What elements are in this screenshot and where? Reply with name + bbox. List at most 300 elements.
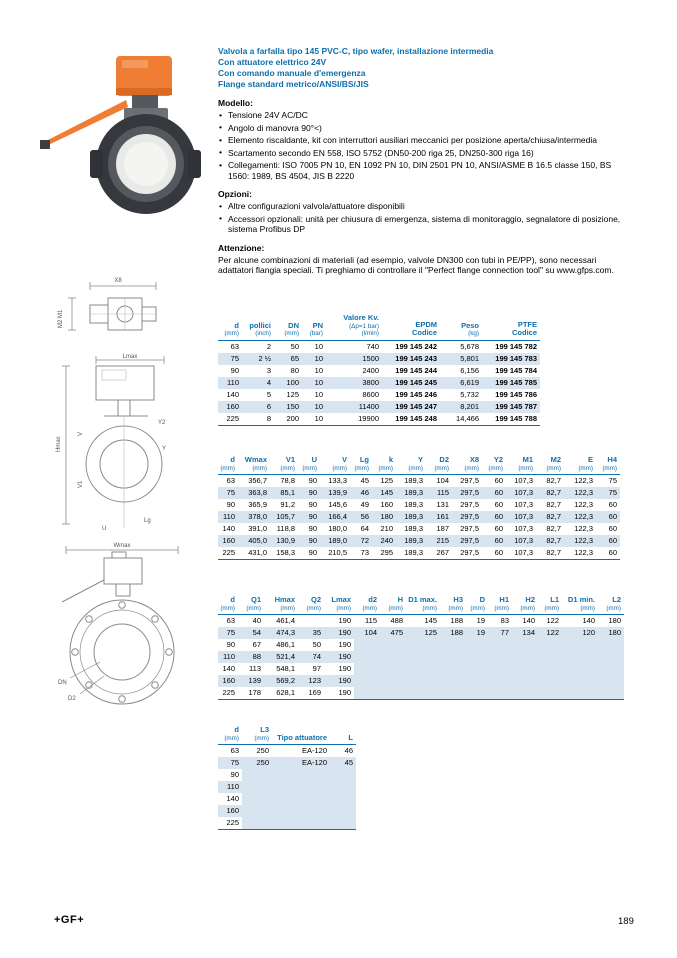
column-header: d (mm): [218, 596, 238, 615]
table-cell: 190: [324, 675, 354, 687]
table-row: [218, 817, 356, 830]
column-header: V1 (mm): [270, 456, 298, 475]
table-cell: [380, 663, 406, 675]
table-cell: 6,156: [460, 365, 479, 375]
table-cell: 190: [324, 627, 354, 639]
drawing-front-view: [52, 540, 192, 718]
table-cell: 140: [222, 664, 235, 673]
table-cell: 200: [274, 413, 302, 426]
drawing-top-view: [52, 272, 170, 344]
table-cell: 82,7: [536, 487, 564, 499]
table-cell: 60: [494, 476, 503, 485]
table-cell: 46: [344, 746, 353, 755]
dim-label-lg: Lg: [144, 518, 151, 524]
column-header: PTFE Codice: [482, 314, 540, 340]
table-cell: 166,4: [320, 511, 350, 523]
table-cell: 107,3: [514, 524, 533, 533]
table-cell: 75: [218, 757, 242, 769]
table-row: [218, 627, 624, 639]
table-cell: [242, 817, 272, 830]
table-cell: 180: [372, 511, 396, 523]
column-header: DN (mm): [274, 314, 302, 340]
table-row: [218, 615, 624, 628]
table-cell: EA-120: [272, 757, 330, 769]
table-cell: [562, 663, 598, 675]
table-cell: 118,8: [276, 524, 295, 533]
table-cell: 75: [608, 476, 617, 485]
table-cell: 90: [298, 535, 320, 547]
dim-label-x8: X8: [114, 278, 122, 284]
table-cell: [512, 651, 538, 663]
table-cell: 19: [476, 616, 485, 625]
table-cell: 122,3: [564, 511, 596, 523]
table-row: [218, 353, 540, 365]
table-cell: [406, 639, 440, 651]
table-cell: [562, 675, 598, 687]
table-cell: 90: [230, 770, 239, 779]
column-header: pollici (inch): [242, 314, 274, 340]
table-cell: [272, 805, 330, 817]
table-cell: 10: [302, 413, 326, 426]
table-row: [218, 769, 356, 781]
table-cell: 90: [226, 500, 235, 509]
dim-label-hmax: Hmax: [56, 436, 62, 452]
table-cell: 82,7: [536, 547, 564, 560]
table-cell: 104: [436, 476, 449, 485]
table-cell: 189,3: [404, 524, 423, 533]
table-cell: [330, 793, 356, 805]
table-cell: [598, 651, 624, 663]
table-cell: [354, 651, 380, 663]
table-cell: 10: [314, 341, 323, 351]
table-cell: 356,7: [248, 476, 267, 485]
table-row: [218, 639, 624, 651]
attention-paragraph: Per alcune combinazioni di materiali (ad esempio, valvole DN300 con tubi in PE/PP), sono necessari adattatori flangia speciali. Ti preghiamo di controllare il "Perfect flange connection tool" su www.gfps.com.: [218, 254, 614, 275]
table-cell: 75: [218, 487, 238, 499]
table-row: [218, 651, 624, 663]
table-row: [218, 365, 540, 377]
table-cell: 161: [426, 511, 452, 523]
table-cell: 189,3: [396, 511, 426, 523]
table-cell: 160: [218, 535, 238, 547]
table-cell: 122,3: [574, 500, 593, 509]
table-cell: 199 145 785: [482, 377, 540, 389]
table-cell: 190: [324, 687, 354, 700]
table-cell: [242, 769, 272, 781]
column-header: Y2 (mm): [482, 456, 506, 475]
table-cell: 140: [582, 616, 595, 625]
table-cell: 189,3: [396, 487, 426, 499]
column-header: Lg (mm): [350, 456, 372, 475]
table-cell: 250: [256, 746, 269, 755]
dim-label-y2: Y2: [158, 420, 166, 426]
table-cell: 474,3: [264, 627, 298, 639]
table-cell: 97: [312, 664, 321, 673]
table-cell: [380, 675, 406, 687]
table-cell: [440, 687, 466, 700]
table-cell: [380, 651, 406, 663]
table-cell: 50: [312, 640, 321, 649]
table-cell: 10: [302, 377, 326, 389]
table-cell: [330, 769, 356, 781]
table-cell: 107,3: [514, 476, 533, 485]
table-cell: 297,5: [460, 500, 479, 509]
table-cell: 140: [226, 794, 239, 803]
table-cell: 486,1: [276, 640, 295, 649]
table-row: [218, 663, 624, 675]
table-cell: [298, 615, 324, 628]
table-cell: 122: [546, 616, 559, 625]
table-cell: 82,7: [536, 535, 564, 547]
table-cell: 125: [286, 389, 299, 399]
table-cell: 10: [314, 365, 323, 375]
table-cell: 189,3: [404, 476, 423, 485]
table-cell: 6: [242, 401, 274, 413]
table-cell: 431,0: [238, 547, 270, 560]
column-header: Q1 (mm): [238, 596, 264, 615]
table-cell: 225: [218, 687, 238, 700]
table-cell: 225: [218, 413, 242, 426]
table-cell: [380, 639, 406, 651]
text-column: [218, 46, 634, 276]
table-cell: 133,3: [328, 476, 347, 485]
table-cell: [330, 805, 356, 817]
table-row: [218, 499, 620, 511]
column-header: H3 (mm): [440, 596, 466, 615]
table-cell: [354, 675, 380, 687]
column-header: Valore Kv. (Δp=1 bar) (l/min): [326, 314, 382, 340]
table-cell: [562, 687, 598, 700]
dim-label-m2m1: M2 M1: [58, 309, 64, 328]
table-cell: 11400: [326, 401, 382, 413]
table-cell: 548,1: [276, 664, 295, 673]
table-cell: 10: [302, 353, 326, 365]
table-cell: 122,3: [564, 547, 596, 560]
table-cell: [512, 675, 538, 687]
table-cell: 180: [608, 616, 621, 625]
table-row: [218, 340, 540, 353]
table-cell: 160: [218, 675, 238, 687]
table-cell: 19: [466, 627, 488, 639]
table-cell: [598, 663, 624, 675]
table-row: [218, 781, 356, 793]
table-cell: 10: [302, 401, 326, 413]
column-header: EPDM Codice: [382, 314, 440, 340]
table-cell: 82,7: [536, 511, 564, 523]
table-cell: 199 145 787: [482, 401, 540, 413]
table-cell: 569,2: [264, 675, 298, 687]
table-cell: 90: [308, 476, 317, 485]
column-header: D1 max. (mm): [406, 596, 440, 615]
table-cell: 88: [238, 651, 264, 663]
table-cell: 150: [274, 401, 302, 413]
table-cell: 107,3: [514, 500, 533, 509]
table-cell: [488, 651, 512, 663]
table-cell: 19900: [326, 413, 382, 426]
table-cell: 297,5: [452, 511, 482, 523]
table-cell: 475: [380, 627, 406, 639]
table-cell: 60: [482, 487, 506, 499]
table-cell: 60: [482, 547, 506, 560]
table-cell: 122: [538, 627, 562, 639]
table-cell: 199 145 247: [382, 401, 440, 413]
table-cell: 628,1: [264, 687, 298, 700]
column-header: PN (bar): [302, 314, 326, 340]
column-header: H2 (mm): [512, 596, 538, 615]
table-cell: 107,3: [506, 487, 536, 499]
table-cell: [406, 651, 440, 663]
table-cell: 10: [314, 389, 323, 399]
table-cell: [440, 663, 466, 675]
title-line: Flange standard metrico/ANSI/BS/JIS: [218, 79, 369, 89]
table-cell: 82,7: [546, 476, 561, 485]
table-cell: 60: [494, 500, 503, 509]
table-cell: 120: [562, 627, 598, 639]
table-cell: 199 145 243: [382, 353, 440, 365]
table-row: [218, 523, 620, 535]
dim-label-v: V: [78, 431, 84, 436]
column-header: E (mm): [564, 456, 596, 475]
table-cell: 188: [440, 627, 466, 639]
column-header: k (mm): [372, 456, 396, 475]
column-header: Y (mm): [396, 456, 426, 475]
table-cell: 225: [218, 547, 238, 560]
dim-label-wmax: Wmax: [113, 543, 131, 549]
model-bullet-list: [218, 110, 634, 181]
table-row: [218, 805, 356, 817]
table-cell: 65: [274, 353, 302, 365]
table-cell: 77: [488, 627, 512, 639]
table-cell: 250: [242, 757, 272, 769]
table-cell: 90: [298, 511, 320, 523]
table-actuator: [218, 726, 356, 830]
options-bullet-list: [218, 201, 634, 235]
table-cell: 189,3: [396, 535, 426, 547]
table-cell: 72: [350, 535, 372, 547]
table-cell: 145: [424, 616, 437, 625]
gf-logo: +GF+: [54, 914, 85, 926]
table-cell: 199 145 248: [382, 413, 440, 426]
table-cell: [354, 639, 380, 651]
table-cell: 199 145 784: [495, 365, 537, 375]
table-cell: [488, 675, 512, 687]
table-cell: 180: [598, 627, 624, 639]
table-cell: 90: [230, 365, 239, 375]
section-heading-opzioni: Opzioni:: [218, 189, 252, 199]
table-row: [218, 389, 540, 401]
table-cell: 190: [324, 651, 354, 663]
table-cell: 46: [350, 487, 372, 499]
table-cell: [242, 781, 272, 793]
table-row: [218, 675, 624, 687]
column-header: L: [330, 726, 356, 745]
table-cell: 740: [366, 341, 379, 351]
dim-label-y: Y: [162, 446, 167, 452]
table-cell: 122,3: [564, 487, 596, 499]
table-cell: 60: [482, 535, 506, 547]
page-title: [218, 46, 634, 90]
table-cell: 187: [436, 524, 449, 533]
table-row: [218, 511, 620, 523]
dim-label-dn: DN: [58, 680, 67, 686]
table-cell: 83: [500, 616, 509, 625]
table-cell: 4: [242, 377, 274, 389]
table-cell: 110: [218, 651, 238, 663]
table-cell: [330, 817, 356, 830]
table-cell: [538, 663, 562, 675]
section-heading-attenzione: Attenzione:: [218, 242, 265, 253]
table-cell: 134: [512, 627, 538, 639]
table-cell: 110: [218, 781, 242, 793]
table-row: [218, 547, 620, 560]
table-cell: 363,8: [238, 487, 270, 499]
column-header: U (mm): [298, 456, 320, 475]
table-row: [218, 745, 356, 758]
table-cell: 180,0: [328, 524, 347, 533]
table-cell: 60: [596, 547, 620, 560]
table-cell: 3800: [326, 377, 382, 389]
table-cell: 267: [426, 547, 452, 560]
column-header: Peso (kg): [440, 314, 482, 340]
table-cell: [598, 639, 624, 651]
table-cell: 78,8: [280, 476, 295, 485]
table-cell: 1500: [326, 353, 382, 365]
table-cell: 199 145 783: [482, 353, 540, 365]
table-cell: [538, 639, 562, 651]
table-cell: 60: [608, 524, 617, 533]
table-cell: 295: [372, 547, 396, 560]
table-cell: [512, 663, 538, 675]
table-cell: 113: [249, 664, 261, 673]
table-cell: 297,5: [452, 547, 482, 560]
table-cell: [488, 663, 512, 675]
table-cell: 130,9: [270, 535, 298, 547]
valve-actuator-photo: [38, 50, 208, 218]
table-row: [218, 401, 540, 413]
table-cell: 91,2: [280, 500, 295, 509]
table-cell: 158,3: [270, 547, 298, 560]
column-header: Tipo attuatore: [272, 726, 330, 745]
table-cell: 14,466: [440, 413, 482, 426]
table-cell: 85,1: [270, 487, 298, 499]
column-header: H (mm): [380, 596, 406, 615]
column-header: H1 (mm): [488, 596, 512, 615]
column-header: d (mm): [218, 314, 242, 340]
table-cell: 297,5: [452, 487, 482, 499]
table-cell: 75: [218, 353, 242, 365]
table-cell: 521,4: [264, 651, 298, 663]
table-cell: 240: [372, 535, 396, 547]
column-header: H4 (mm): [596, 456, 620, 475]
table-cell: 90: [308, 500, 317, 509]
table-cell: 40: [252, 616, 261, 625]
table-cell: [538, 675, 562, 687]
bullet-item: • Elemento riscaldante, kit con interruttori ausiliari meccanici per posizione aperta/chiusa/intermedia: [218, 135, 634, 146]
table-cell: 110: [218, 511, 238, 523]
table-cell: 297,5: [460, 476, 479, 485]
table-cell: 199 145 246: [395, 389, 437, 399]
title-line: Valvola a farfalla tipo 145 PVC-C, tipo wafer, installazione intermedia: [218, 46, 494, 56]
table-cell: 82,7: [546, 524, 561, 533]
table-row: [218, 413, 540, 426]
column-header: d2 (mm): [354, 596, 380, 615]
column-header: V (mm): [320, 456, 350, 475]
column-header: L3 (mm): [242, 726, 272, 745]
table-cell: [466, 675, 488, 687]
table-dimensions-1: [218, 456, 620, 560]
table-cell: 60: [596, 535, 620, 547]
table-cell: [272, 781, 330, 793]
table-cell: 139: [238, 675, 264, 687]
column-header: X8 (mm): [452, 456, 482, 475]
table-cell: [330, 781, 356, 793]
column-header: L1 (mm): [538, 596, 562, 615]
table-cell: 169: [298, 687, 324, 700]
column-header: Wmax (mm): [238, 456, 270, 475]
table-cell: 365,9: [248, 500, 267, 509]
table-cell: 131: [436, 500, 449, 509]
dim-label-lmax: Lmax: [122, 354, 138, 360]
column-header: Hmax (mm): [264, 596, 298, 615]
table-cell: 2400: [362, 365, 379, 375]
table-cell: 100: [274, 377, 302, 389]
table-cell: 488: [390, 616, 403, 625]
table-cell: [512, 639, 538, 651]
table-cell: 35: [298, 627, 324, 639]
table-cell: 189,3: [404, 500, 423, 509]
table-cell: 90: [298, 487, 320, 499]
table-cell: 199 145 788: [482, 413, 540, 426]
table-cell: 391,0: [248, 524, 267, 533]
table-cell: 2: [266, 341, 271, 351]
table-cell: 110: [218, 377, 242, 389]
table-cell: 122,3: [574, 524, 593, 533]
table-cell: [538, 651, 562, 663]
table-cell: 5: [266, 389, 271, 399]
table-cell: 199 145 786: [495, 389, 537, 399]
table-cell: 67: [252, 640, 261, 649]
table-cell: 297,5: [452, 535, 482, 547]
table-cell: [598, 687, 624, 700]
table-cell: 60: [482, 511, 506, 523]
bullet-item: • Tensione 24V AC/DC: [218, 110, 634, 121]
table-row: [218, 793, 356, 805]
table-cell: 8,201: [440, 401, 482, 413]
table-cell: 8: [242, 413, 274, 426]
table-cell: 50: [290, 341, 299, 351]
table-cell: 5,801: [440, 353, 482, 365]
table-cell: [242, 793, 272, 805]
table-cell: 74: [298, 651, 324, 663]
table-cell: 115: [365, 616, 377, 625]
table-cell: [488, 639, 512, 651]
table-cell: [406, 675, 440, 687]
table-cell: [354, 687, 380, 700]
table-cell: 104: [354, 627, 380, 639]
table-cell: 90: [308, 524, 317, 533]
table-cell: 115: [426, 487, 452, 499]
table-cell: 105,7: [270, 511, 298, 523]
bullet-item: • Angolo di manovra 90°<): [218, 123, 634, 134]
table-cell: [440, 675, 466, 687]
table-cell: 405,0: [238, 535, 270, 547]
table-cell: [466, 651, 488, 663]
table-cell: [440, 639, 466, 651]
table-cell: 210,5: [320, 547, 350, 560]
table-cell: 461,4: [276, 616, 295, 625]
table-cell: 6,619: [440, 377, 482, 389]
table-codes: [218, 314, 540, 426]
